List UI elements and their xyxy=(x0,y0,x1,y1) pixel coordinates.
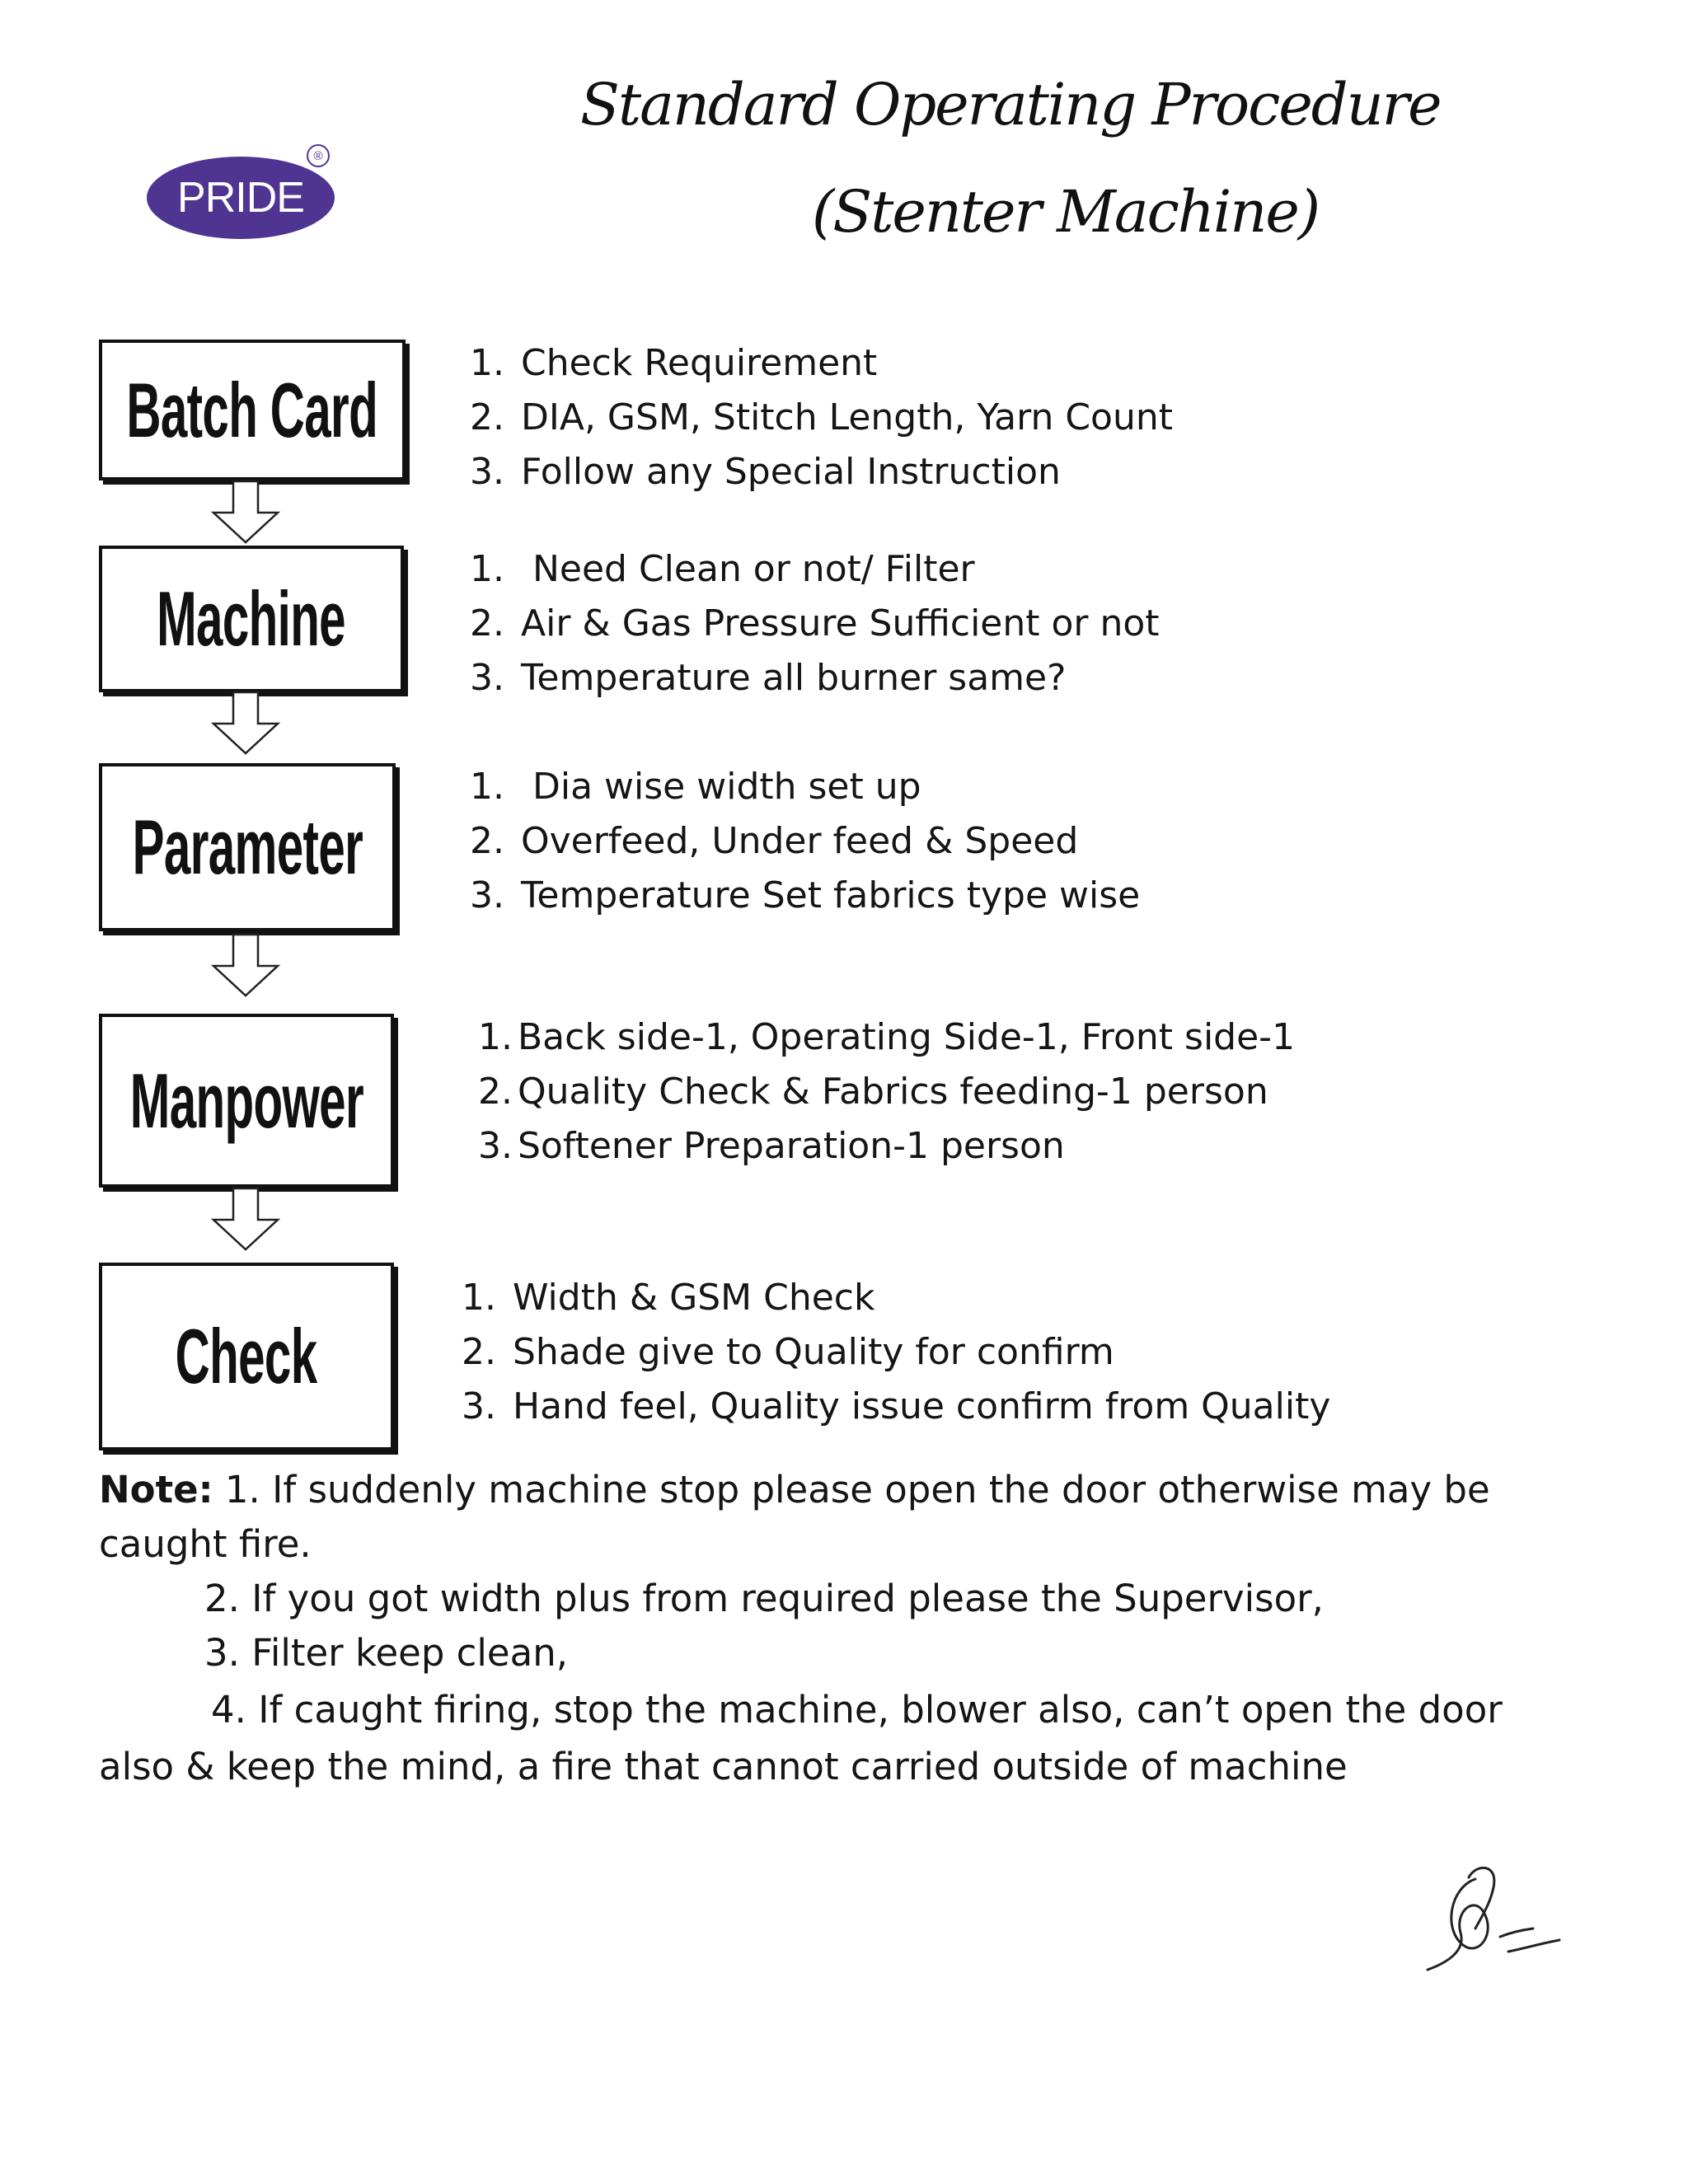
note-line-1: Note: 1. If suddenly machine stop please open the door otherwise may be xyxy=(99,1468,1490,1511)
note-line-2: caught fire. xyxy=(99,1522,312,1566)
step-label: Parameter xyxy=(132,804,363,890)
pride-logo xyxy=(147,157,335,239)
registered-mark: ® xyxy=(307,144,330,167)
note-label: Note: xyxy=(99,1468,213,1511)
step-list-batch-card xyxy=(470,336,1173,499)
page-title: Standard Operating Procedure xyxy=(580,71,1441,138)
list-item: 3. Softener Preparation-1 person xyxy=(478,1125,1065,1167)
step-box-manpower xyxy=(99,1014,394,1188)
list-item: 1. Need Clean or not/ Filter xyxy=(470,548,975,590)
list-item: 2. Overfeed, Under feed & Speed xyxy=(470,820,1079,862)
step-label: Manpower xyxy=(129,1057,363,1144)
signature-icon xyxy=(1418,1854,1566,1986)
down-arrow-icon xyxy=(210,691,281,757)
note-line-6: also & keep the mind, a fire that cannot carried outside of machine xyxy=(99,1745,1348,1788)
note-line-5: 4. If caught firing, stop the machine, blower also, can’t open the door xyxy=(211,1688,1503,1732)
step-list-manpower xyxy=(478,1010,1295,1174)
list-item: 3. Temperature all burner same? xyxy=(470,657,1067,699)
list-item: 1. Dia wise width set up xyxy=(470,766,921,808)
step-label: Machine xyxy=(157,575,346,662)
step-label: Batch Card xyxy=(126,366,378,453)
step-list-machine xyxy=(470,542,1160,705)
down-arrow-icon xyxy=(210,933,281,999)
step-label: Check xyxy=(176,1313,317,1399)
step-list-check xyxy=(462,1271,1330,1434)
list-item: 3. Follow any Special Instruction xyxy=(470,451,1061,493)
step-box-check xyxy=(99,1263,394,1451)
note-line-3: 2. If you got width plus from required please the Supervisor, xyxy=(204,1577,1324,1620)
list-item: 1. Back side-1, Operating Side-1, Front side-1 xyxy=(478,1016,1296,1058)
logo-text: PRIDE xyxy=(147,157,335,239)
list-item: 1. Width & GSM Check xyxy=(462,1277,875,1319)
step-box-batch-card xyxy=(99,340,406,480)
note-line-4: 3. Filter keep clean, xyxy=(204,1631,569,1675)
list-item: 3. Hand feel, Quality issue confirm from Quality xyxy=(462,1385,1331,1427)
down-arrow-icon xyxy=(210,480,281,546)
list-item: 2. Air & Gas Pressure Sufficient or not xyxy=(470,602,1160,644)
step-box-machine xyxy=(99,546,404,692)
page-subtitle: (Stenter Machine) xyxy=(812,178,1320,246)
down-arrow-icon xyxy=(210,1187,281,1253)
step-box-parameter xyxy=(99,763,396,931)
list-item: 1. Check Requirement xyxy=(470,342,878,384)
list-item: 2. Shade give to Quality for confirm xyxy=(462,1331,1114,1373)
step-list-parameter xyxy=(470,760,1140,923)
list-item: 3. Temperature Set fabrics type wise xyxy=(470,874,1141,916)
list-item: 2. Quality Check & Fabrics feeding-1 person xyxy=(478,1071,1268,1113)
list-item: 2. DIA, GSM, Stitch Length, Yarn Count xyxy=(470,396,1173,438)
